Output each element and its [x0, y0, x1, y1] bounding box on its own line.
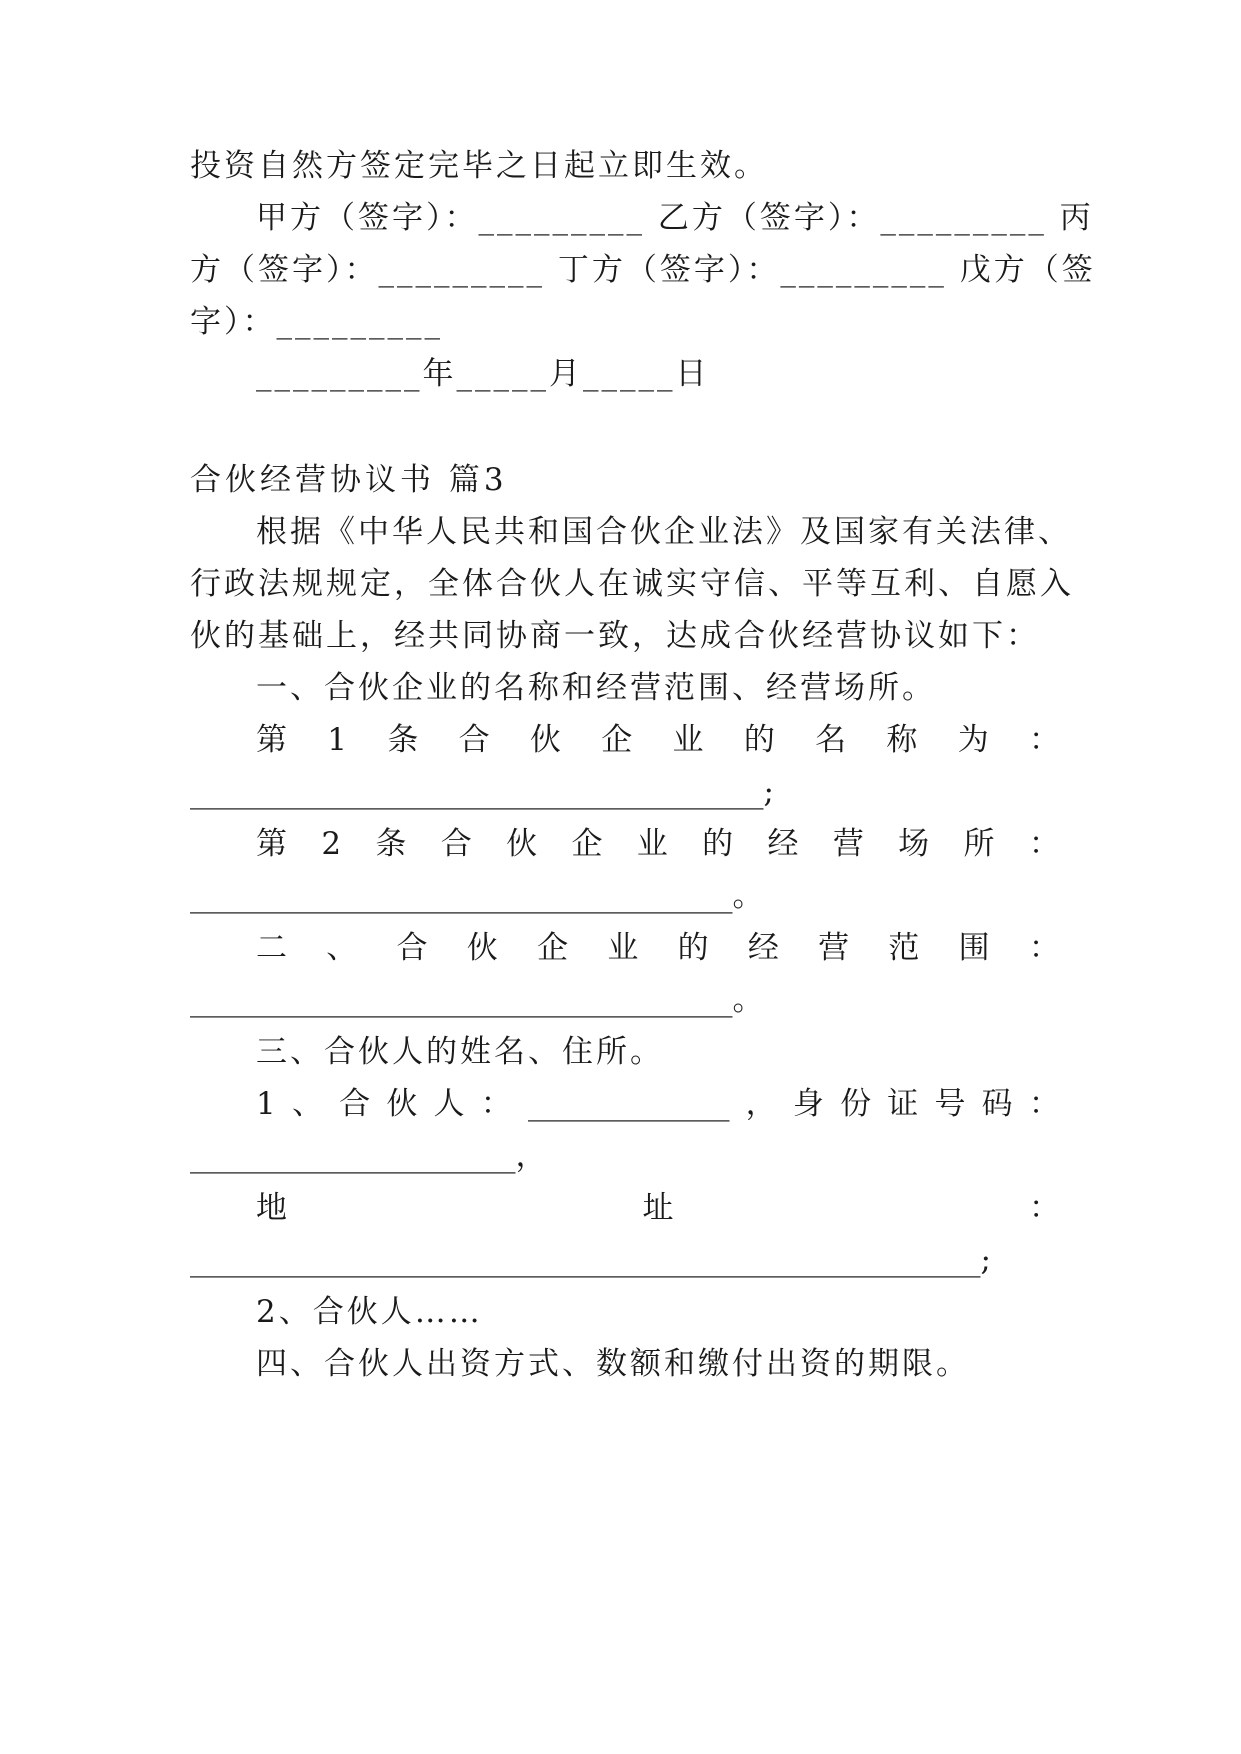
- article-1-char: 名: [815, 722, 847, 758]
- partner-1-char: 合: [339, 1086, 371, 1122]
- address-char: ：: [1029, 1190, 1060, 1226]
- article-1-char: 企: [601, 722, 633, 758]
- article-1-char: 伙: [529, 722, 561, 758]
- partner-1-char: 号: [934, 1086, 966, 1122]
- article-1-char: 条: [387, 722, 419, 758]
- clause-2-char: 的: [677, 930, 709, 966]
- clause-2-heading: [256, 928, 1060, 968]
- partner-1-char: 证: [887, 1086, 919, 1122]
- partner-1-char: 、: [291, 1086, 323, 1122]
- previous-section-tail: 投资自然方签定完毕之日起立即生效。: [190, 148, 768, 184]
- clause-2-char: 经: [747, 930, 779, 966]
- partner-1-char: 1: [256, 1086, 276, 1122]
- clause-2-char: 业: [607, 930, 639, 966]
- article-2-char: 伙: [506, 826, 538, 862]
- article-2-char: 条: [375, 826, 407, 862]
- clause-4-heading: 四、合伙人出资方式、数额和缴付出资的期限。: [256, 1346, 970, 1382]
- section-title: 合伙经营协议书 篇3: [190, 462, 508, 498]
- article-2-char: 营: [832, 826, 864, 862]
- partner-1-char: 身: [792, 1086, 824, 1122]
- article-1-char: 业: [672, 722, 704, 758]
- clause-2-char: 围: [958, 930, 990, 966]
- clause-1-heading: 一、合伙企业的名称和经营范围、经营场所。: [256, 670, 936, 706]
- address-blank: ___________________________________________________;: [190, 1242, 991, 1278]
- preamble-line-1: 根据《中华人民共和国合伙企业法》及国家有关法律、: [256, 514, 1072, 550]
- article-2-char: 场: [898, 826, 930, 862]
- partner-1-name-blank: _____________: [527, 1086, 730, 1122]
- preamble-line-2: 行政法规规定，全体合伙人在诚实守信、平等互利、自愿入: [190, 566, 1074, 602]
- article-1-char: 第: [256, 722, 287, 758]
- article-1-char: 合: [458, 722, 490, 758]
- partner-1-char: ：: [480, 1086, 512, 1122]
- article-2-char: 所: [963, 826, 995, 862]
- clause-2-char: 范: [888, 930, 920, 966]
- article-2-char: 经: [767, 826, 799, 862]
- clause-2-blank: ___________________________________。: [190, 982, 764, 1018]
- article-2-char: 企: [571, 826, 603, 862]
- address-line: [256, 1188, 1060, 1228]
- article-1-char: 称: [886, 722, 918, 758]
- clause-1-article-1: [256, 720, 1060, 760]
- clause-1-article-2: [256, 824, 1060, 864]
- partner-1-char: 伙: [386, 1086, 418, 1122]
- partner-1-char: ：: [1028, 1086, 1060, 1122]
- partner-1-line: [256, 1084, 1060, 1124]
- article-2-char: 2: [321, 826, 342, 862]
- signature-date: _________年_____月_____日: [256, 356, 710, 392]
- signature-line-3: 字）：_________: [190, 304, 443, 340]
- partner-2-line: 2、合伙人……: [256, 1294, 483, 1330]
- article-1-char: 1: [327, 722, 348, 758]
- article-1-char: ：: [1029, 722, 1060, 758]
- article-2-char: 合: [440, 826, 472, 862]
- article-1-blank: _____________________________________;: [190, 774, 774, 810]
- article-2-blank: ___________________________________。: [190, 878, 764, 914]
- article-2-char: ：: [1028, 826, 1060, 862]
- article-2-char: 业: [636, 826, 668, 862]
- partner-1-id-blank: _____________________，: [190, 1138, 547, 1174]
- preamble-line-3: 伙的基础上，经共同协商一致，达成合伙经营协议如下：: [190, 618, 1040, 654]
- article-1-char: 为: [957, 722, 989, 758]
- article-2-char: 的: [702, 826, 734, 862]
- address-char: 地: [256, 1190, 287, 1226]
- clause-2-char: 二: [256, 930, 287, 966]
- clause-2-char: ：: [1028, 930, 1060, 966]
- article-1-char: 的: [743, 722, 775, 758]
- clause-2-char: 企: [537, 930, 569, 966]
- clause-2-char: 合: [396, 930, 428, 966]
- address-char: 址: [642, 1190, 674, 1226]
- clause-3-heading: 三、合伙人的姓名、住所。: [256, 1034, 664, 1070]
- article-2-char: 第: [256, 826, 287, 862]
- clause-2-char: 、: [326, 930, 358, 966]
- clause-2-char: 营: [818, 930, 850, 966]
- partner-1-char: 码: [981, 1086, 1013, 1122]
- clause-2-char: 伙: [466, 930, 498, 966]
- partner-1-char: 人: [433, 1086, 465, 1122]
- partner-1-char: 份: [840, 1086, 872, 1122]
- signature-line-1: 甲方（签字）：_________ 乙方（签字）：_________ 丙: [256, 200, 1094, 236]
- signature-line-2: 方（签字）：_________ 丁方（签字）：_________ 戊方（签: [190, 252, 1096, 288]
- partner-1-char: ，: [745, 1086, 777, 1122]
